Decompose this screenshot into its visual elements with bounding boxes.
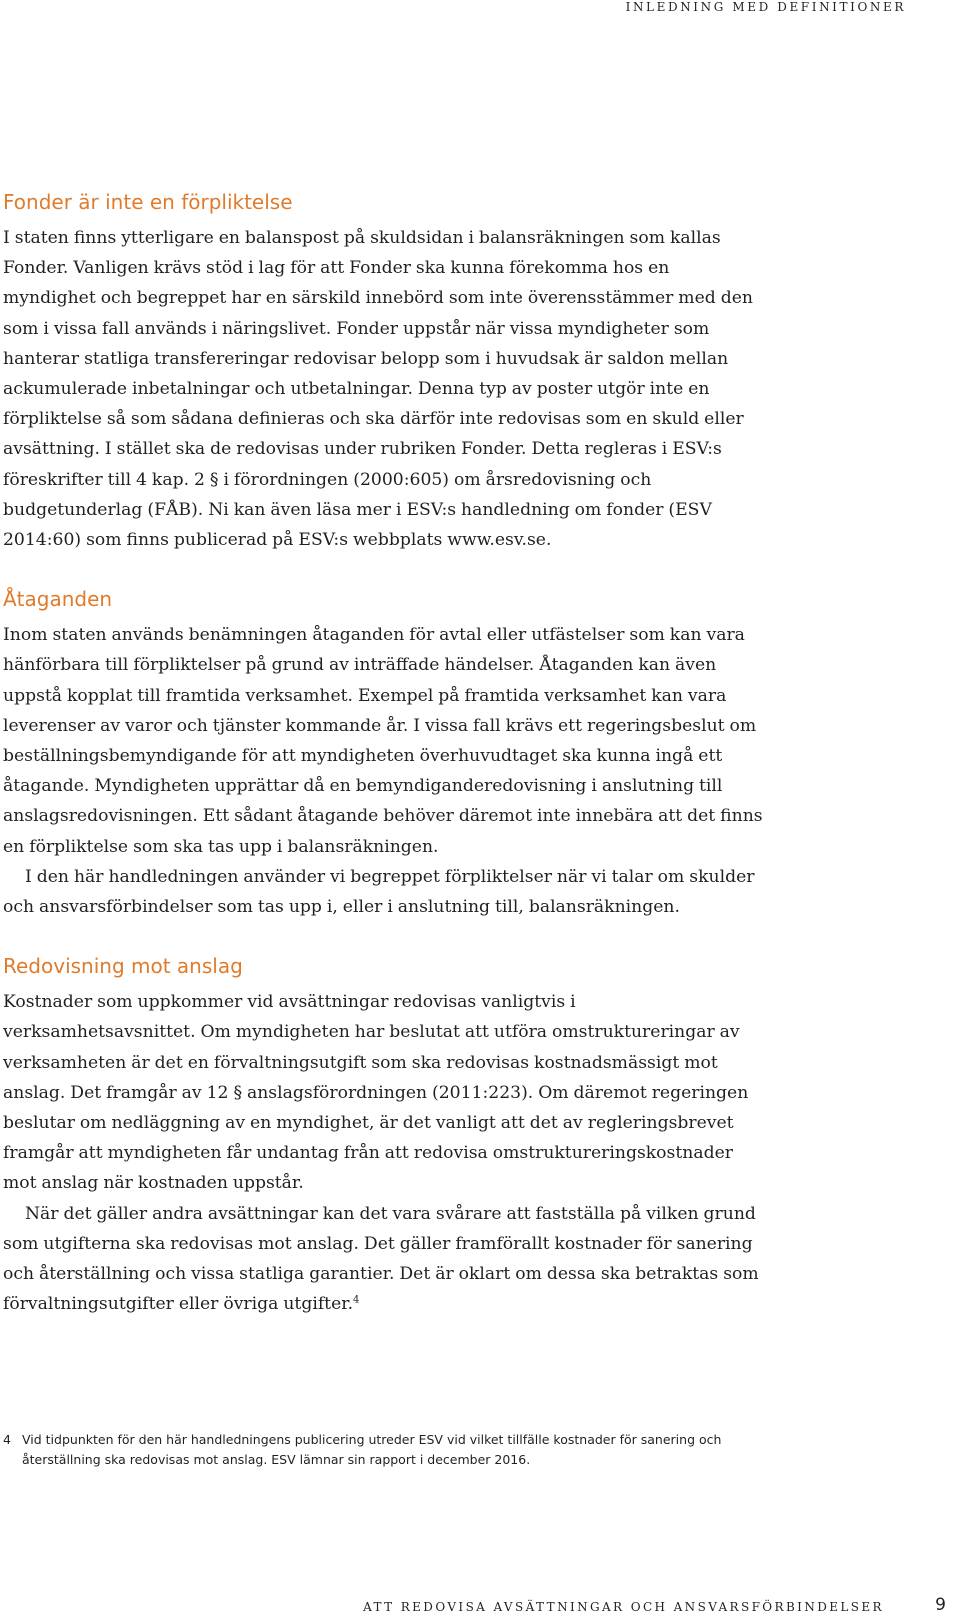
paragraph: Inom staten används benämningen åtaganden för avtal eller utfästelser som kan vara hänförbara till förpliktelser på grund av inträffade händelser. Åtaganden kan även uppstå kopplat till framtida verksamhet. Exempel på framtida verksamhet kan vara leverenser av varor och tjänster kommande år. I vissa fall krävs ett regeringsbeslut om beställningsbemyndigande för att myndigheten överhuvudtaget ska kunna ingå ett åtagande. Myndigheten upprättar då en bemyndiganderedovisning i anslutning till anslagsredovisningen. Ett sådant åtagande behöver däremot inte innebära att det finns en förpliktelse som ska tas upp i balansräkningen. (3, 625, 763, 857)
section-heading-redovisning: Redovisning mot anslag (3, 954, 243, 979)
paragraph-text: När det gäller andra avsättningar kan det vara svårare att fastställa på vilken grund som utgifterna ska redovisas mot anslag. Det gäller framförallt kostnader för sanering och återställning och vissa statliga garantier. Det är oklart om dessa ska betraktas som förvaltningsutgifter eller övriga utgifter. (3, 1203, 759, 1315)
section-redovisning-mot-anslag (3, 952, 763, 1319)
footnote (3, 1430, 763, 1470)
footnote-number: 4 (3, 1432, 11, 1447)
paragraph: I staten finns ytterligare en balanspost på skuldsidan i balansräkningen som kallas Fonder. Vanligen krävs stöd i lag för att Fonder ska kunna förekomma hos en myndighet och begreppet har en särskild innebörd som inte överensstämmer med den som i vissa fall används i näringslivet. Fonder uppstår när vissa myndigheter som hanterar statliga transfereringar redovisar belopp som i huvudsak är saldon mellan ackumulerade inbetalningar och utbetalningar. Denna typ av poster utgör inte en förpliktelse så som sådana definieras och ska därför inte redovisas som en skuld eller avsättning. I stället ska de redovisas under rubriken Fonder. Detta regleras i ESV:s föreskrifter till 4 kap. 2 § i förordningen (2000:605) om årsredovisning och budgetunderlag (FÅB). Ni kan även läsa mer i ESV:s handledning om fonder (ESV 2014:60) som finns publicerad på ESV:s webbplats www.esv.se. (3, 228, 753, 551)
running-header: INLEDNING MED DEFINITIONER (625, 0, 906, 14)
page-number: 9 (935, 1595, 946, 1615)
section-ataganden (3, 585, 763, 922)
paragraph-with-footnote (3, 1199, 763, 1320)
section-heading-ataganden: Åtaganden (3, 587, 113, 612)
running-footer: ATT REDOVISA AVSÄTTNINGAR OCH ANSVARSFÖRBINDELSER (363, 1600, 884, 1614)
section-heading-fonder: Fonder är inte en förpliktelse (3, 190, 293, 214)
footnote-text: Vid tidpunkten för den här handledningens publicering utreder ESV vid vilket tillfälle kostnader för sanering och återställning ska redovisas mot anslag. ESV lämnar sin rapport i december 2016. (22, 1432, 722, 1467)
footnote-reference: 4 (353, 1294, 360, 1306)
paragraph: Kostnader som uppkommer vid avsättningar redovisas vanligtvis i verksamhetsavsnittet. Om myndigheten har beslutat att utföra omstruktureringar av verksamheten är det en förvaltningsutgift som ska redovisas kostnadsmässigt mot anslag. Det framgår av 12 § anslagsförordningen (2011:223). Om däremot regeringen beslutar om nedläggning av en myndighet, är det vanligt att det av regleringsbrevet framgår att myndigheten får undantag från att redovisa omstruktureringskostnader mot anslag när kostnaden uppstår. (3, 992, 749, 1194)
section-fonder (3, 188, 763, 555)
paragraph: I den här handledningen använder vi begreppet förpliktelser när vi talar om skulder och ansvarsförbindelser som tas upp i, eller i anslutning till, balansräkningen. (3, 866, 755, 918)
main-content (3, 188, 763, 1350)
